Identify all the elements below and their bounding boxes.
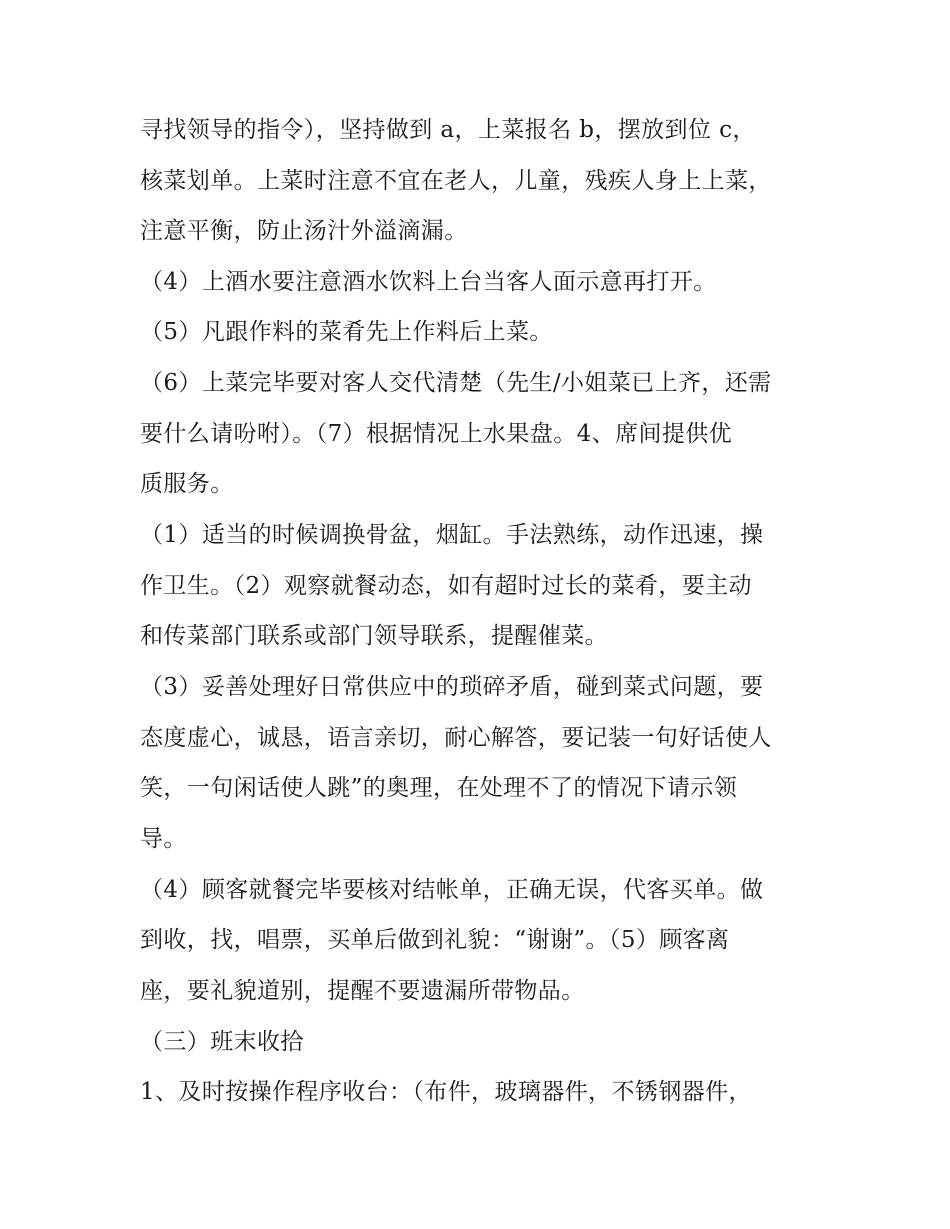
text-line-11: 和传菜部门联系或部门领导联系，提醒催菜。	[140, 623, 608, 649]
text-line-6: （6）上菜完毕要对客人交代清楚（先生/小姐菜已上齐，还需	[140, 370, 772, 396]
text-line-2: 核菜划单。上菜时注意不宜在老人，儿童，残疾人身上上菜，	[140, 168, 772, 194]
text-line-18: 座，要礼貌道别，提醒不要遗漏所带物品。	[140, 978, 585, 1004]
text-line-4: （4）上酒水要注意酒水饮料上台当客人面示意再打开。	[140, 269, 717, 295]
text-line-10: 作卫生。（2）观察就餐动态，如有超时过长的菜肴，要主动	[140, 573, 752, 599]
text-line-8: 质服务。	[140, 471, 234, 497]
text-line-1: 寻找领导的指令），坚持做到 a，上菜报名 b，摆放到位 c，	[140, 117, 756, 143]
text-line-9: （1）适当的时候调换骨盆，烟缸。手法熟练，动作迅速，操	[140, 522, 764, 548]
text-line-16: （4）顾客就餐完毕要核对结帐单，正确无误，代客买单。做	[140, 877, 764, 903]
text-line-7: 要什么请吩咐）。（7）根据情况上水果盘。4、席间提供优	[140, 421, 733, 447]
section-heading: （三）班末收拾	[140, 1029, 304, 1055]
text-line-5: （5）凡跟作料的菜肴先上作料后上菜。	[140, 319, 553, 345]
text-line-3: 注意平衡，防止汤汁外溢滴漏。	[140, 218, 468, 244]
text-line-17: 到收，找，唱票，买单后做到礼貌：“谢谢”。（5）顾客离	[140, 927, 730, 953]
text-line-14: 笑，一句闲话使人跳”的奥理，在处理不了的情况下请示领	[140, 775, 738, 801]
text-line-15: 导。	[140, 826, 187, 852]
text-line-13: 态度虚心，诚恳，语言亲切，耐心解答，要记装一句好话使人	[140, 725, 772, 751]
text-line-20: 1、及时按操作程序收台：（布件，玻璃器件，不锈钢器件，	[140, 1079, 752, 1105]
text-line-12: （3）妥善处理好日常供应中的琐碎矛盾，碰到菜式问题，要	[140, 674, 764, 700]
